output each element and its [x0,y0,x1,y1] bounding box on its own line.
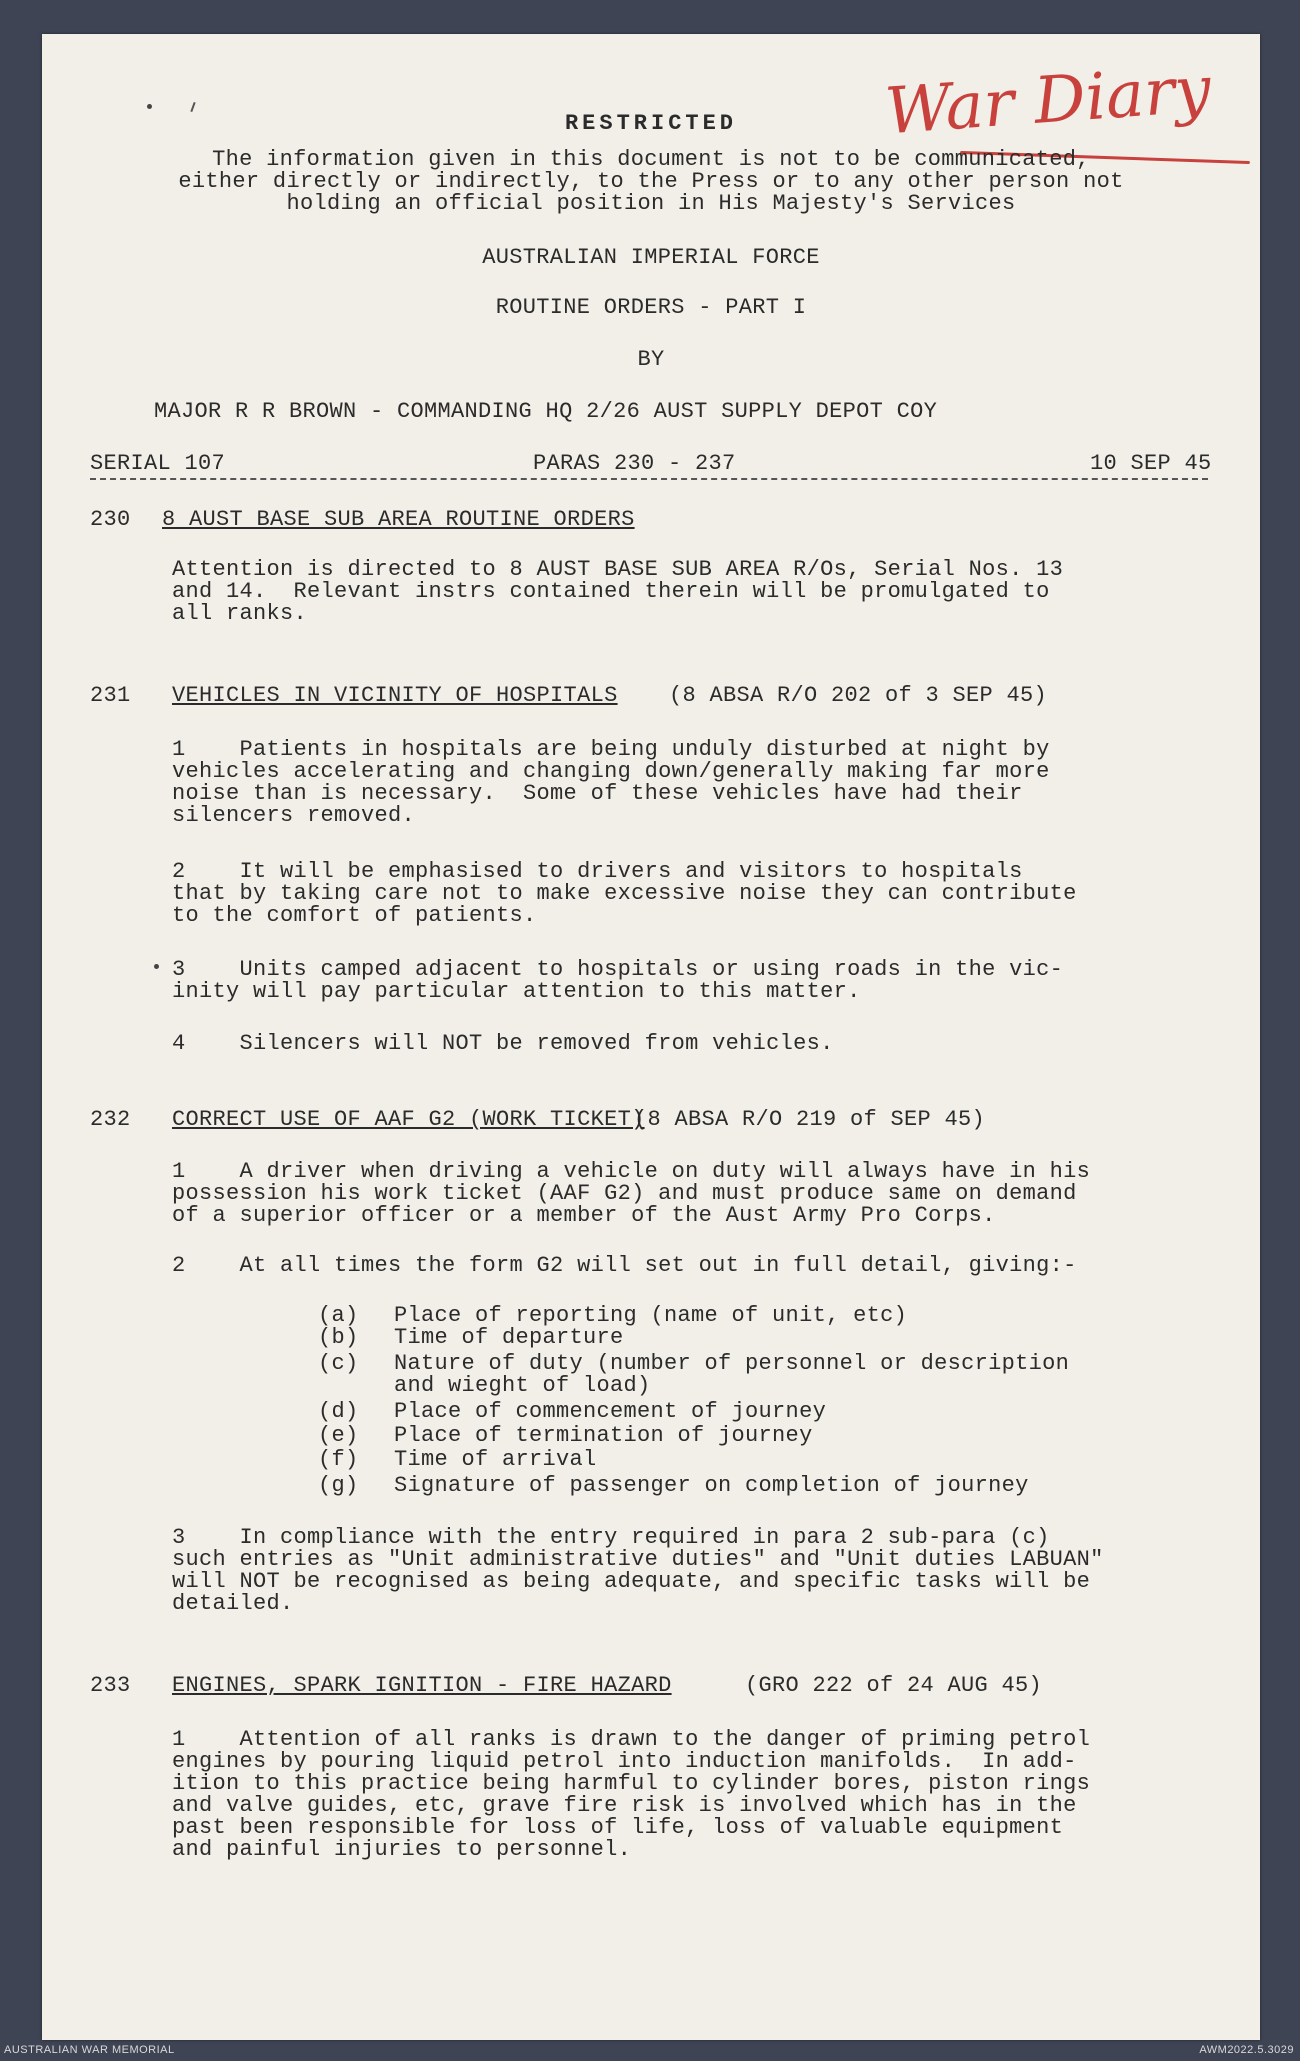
para-text: such entries as "Unit administrative duties" and "Unit duties LABUAN" [172,1547,1104,1572]
para-text: inity will pay particular attention to this matter. [172,979,861,1004]
list-item-label: (b) [318,1325,359,1350]
para-text: and painful injuries to personnel. [172,1837,632,1862]
war-diary-stamp: War Diary [882,52,1214,150]
para-text: that by taking care not to make excessive noise they can contribute [172,881,1077,906]
footer-institution: AUSTRALIAN WAR MEMORIAL [4,2044,175,2056]
para-text: 3 Units camped adjacent to hospitals or using roads in the vic- [172,957,1064,982]
commander-line: MAJOR R R BROWN - COMMANDING HQ 2/26 AUST SUPPLY DEPOT COY [154,399,938,424]
list-item-text: Time of departure [394,1325,624,1350]
para-number: 230 [90,507,131,532]
paper-mark [154,964,159,969]
para-number: 231 [90,683,131,708]
para-text: 4 Silencers will NOT be removed from vehicles. [172,1031,834,1056]
list-item-text: Place of termination of journey [394,1423,813,1448]
list-item-text: Nature of duty (number of personnel or description [394,1351,1070,1376]
list-item-text: Place of reporting (name of unit, etc) [394,1303,908,1328]
para-reference: (8 ABSA R/O 202 of 3 SEP 45) [669,683,1048,708]
para-text: 1 Patients in hospitals are being unduly disturbed at night by [172,737,1050,762]
list-item-text: Time of arrival [394,1447,597,1472]
notice-line: holding an official position in His Majesty's Services [286,191,1016,216]
list-item-label: (c) [318,1351,359,1376]
para-text: past been responsible for loss of life, loss of valuable equipment [172,1815,1064,1840]
para-number: 233 [90,1673,131,1698]
paras-range: PARAS 230 - 237 [533,451,736,476]
list-item-text: and wieght of load) [394,1373,651,1398]
para-text: and valve guides, etc, grave fire risk is involved which has in the [172,1793,1077,1818]
para-heading: ENGINES, SPARK IGNITION - FIRE HAZARD [172,1673,672,1698]
by-line: BY [637,347,665,372]
para-text: vehicles accelerating and changing down/generally making far more [172,759,1050,784]
list-item-label: (g) [318,1473,359,1498]
para-text: noise than is necessary. Some of these vehicles have had their [172,781,1023,806]
list-item-label: (e) [318,1423,359,1448]
para-text: Attention is directed to 8 AUST BASE SUB AREA R/Os, Serial Nos. 13 [172,557,1064,582]
para-heading: CORRECT USE OF AAF G2 (WORK TICKET) [172,1107,645,1132]
order-date: 10 SEP 45 [1090,451,1212,476]
list-item-text: Place of commencement of journey [394,1399,827,1424]
para-reference: (8 ABSA R/O 219 of SEP 45) [634,1107,986,1132]
orders-title: ROUTINE ORDERS - PART I [495,295,807,320]
classification: RESTRICTED [564,111,738,136]
para-text: all ranks. [172,601,308,626]
para-text: 2 At all times the form G2 will set out in full detail, giving:- [172,1253,1077,1278]
para-heading: VEHICLES IN VICINITY OF HOSPITALS [172,683,618,708]
notice-line: either directly or indirectly, to the Press or to any other person not [178,169,1124,194]
paper-mark [147,104,152,109]
paper-mark [190,102,195,112]
para-text: 2 It will be emphasised to drivers and visitors to hospitals [172,859,1023,884]
serial-underline [90,478,1208,480]
para-text: ition to this practice being harmful to cylinder bores, piston rings [172,1771,1091,1796]
list-item-label: (a) [318,1303,359,1328]
footer-accession-number: AWM2022.5.3029 [1199,2044,1294,2056]
list-item-label: (f) [318,1447,359,1472]
para-text: will NOT be recognised as being adequate, and specific tasks will be [172,1569,1091,1594]
para-text: 1 Attention of all ranks is drawn to the danger of priming petrol [172,1727,1091,1752]
list-item-label: (d) [318,1399,359,1424]
notice-line: The information given in this document is not to be communicated, [212,147,1090,172]
document-page [42,34,1260,2040]
para-heading: 8 AUST BASE SUB AREA ROUTINE ORDERS [162,507,635,532]
para-text: possession his work ticket (AAF G2) and must produce same on demand [172,1181,1077,1206]
para-text: detailed. [172,1591,294,1616]
para-text: engines by pouring liquid petrol into induction manifolds. In add- [172,1749,1077,1774]
para-number: 232 [90,1107,131,1132]
para-text: and 14. Relevant instrs contained therein will be promulgated to [172,579,1050,604]
para-reference: (GRO 222 of 24 AUG 45) [745,1673,1043,1698]
list-item-text: Signature of passenger on completion of journey [394,1473,1029,1498]
serial-number: SERIAL 107 [90,451,226,476]
para-text: silencers removed. [172,803,416,828]
para-text: to the comfort of patients. [172,903,537,928]
para-text: 1 A driver when driving a vehicle on duty will always have in his [172,1159,1091,1184]
force-title: AUSTRALIAN IMPERIAL FORCE [482,245,820,270]
para-text: of a superior officer or a member of the Aust Army Pro Corps. [172,1203,996,1228]
para-text: 3 In compliance with the entry required in para 2 sub-para (c) [172,1525,1050,1550]
